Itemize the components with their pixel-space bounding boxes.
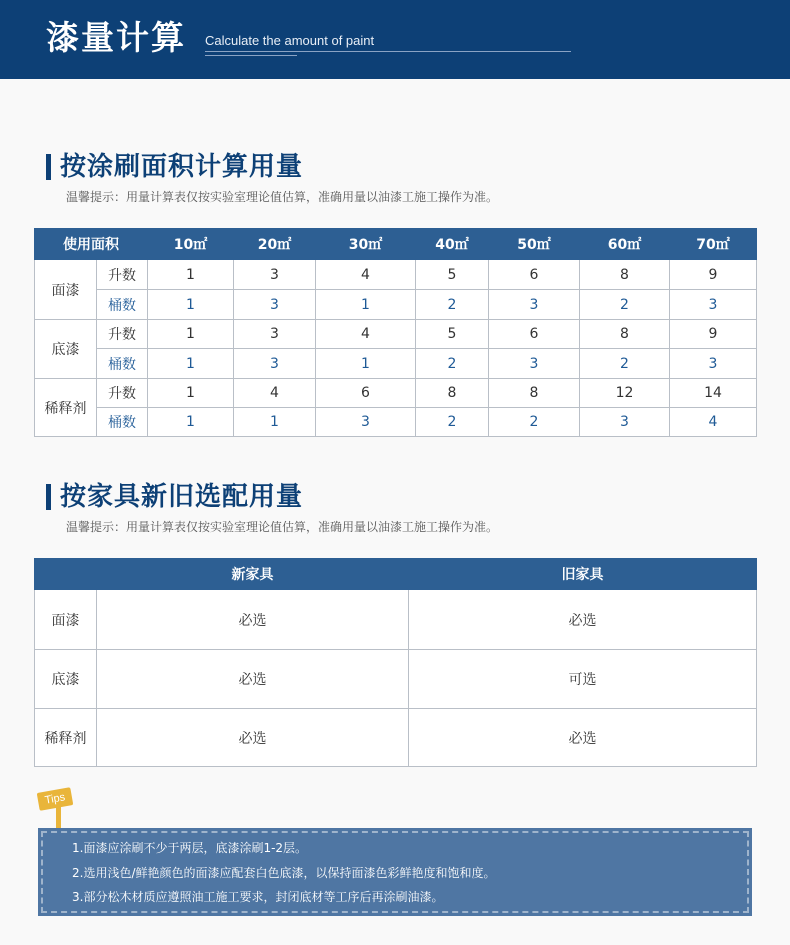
value-cell: 1 <box>148 408 234 437</box>
subtitle-underline-short <box>205 55 297 56</box>
value-cell: 1 <box>148 320 234 349</box>
section2-title: 按家具新旧选配用量 <box>60 482 304 512</box>
category-cell: 稀释剂 <box>35 379 97 437</box>
value-cell: 9 <box>670 320 757 349</box>
value-cell: 3 <box>234 349 316 379</box>
unit-cell: 桶数 <box>97 349 148 379</box>
tips-tag: Tips <box>37 787 74 811</box>
value-cell: 2 <box>416 349 489 379</box>
section1-title: 按涂刷面积计算用量 <box>60 152 304 182</box>
header-cell: 40㎡ <box>416 229 489 260</box>
value-cell: 必选 <box>409 709 757 767</box>
section1-hint: 温馨提示：用量计算表仅按实验室理论值估算，准确用量以油漆工施工操作为准。 <box>66 190 499 204</box>
unit-cell: 升数 <box>97 320 148 349</box>
table-row <box>35 709 757 767</box>
section2-hint: 温馨提示：用量计算表仅按实验室理论值估算，准确用量以油漆工施工操作为准。 <box>66 520 499 534</box>
section1-heading <box>46 151 303 183</box>
value-cell: 6 <box>489 260 580 290</box>
value-cell: 1 <box>148 290 234 320</box>
value-cell: 4 <box>670 408 757 437</box>
table-row <box>35 349 757 379</box>
header-cell: 30㎡ <box>316 229 416 260</box>
header-cell: 50㎡ <box>489 229 580 260</box>
value-cell: 3 <box>234 290 316 320</box>
page-title: 漆量计算 <box>46 18 186 57</box>
tip-item: 1.面漆应涂刷不少于两层，底漆涂刷1-2层。 <box>72 841 308 855</box>
table-row <box>35 408 757 437</box>
value-cell: 1 <box>148 260 234 290</box>
header-cell: 使用面积 <box>35 229 148 260</box>
tip-item: 2.选用浅色/鲜艳颜色的面漆应配套白色底漆，以保持面漆色彩鲜艳度和饱和度。 <box>72 866 496 880</box>
category-cell: 底漆 <box>35 650 97 709</box>
unit-cell: 桶数 <box>97 290 148 320</box>
value-cell: 必选 <box>409 590 757 650</box>
value-cell: 1 <box>148 379 234 408</box>
value-cell: 3 <box>234 260 316 290</box>
header-banner <box>0 0 790 79</box>
section1-heading-bar <box>46 154 51 180</box>
table-row <box>35 590 757 650</box>
header-cell: 60㎡ <box>580 229 670 260</box>
value-cell: 2 <box>416 290 489 320</box>
value-cell: 6 <box>489 320 580 349</box>
value-cell: 8 <box>580 320 670 349</box>
unit-cell: 升数 <box>97 260 148 290</box>
value-cell: 3 <box>489 290 580 320</box>
value-cell: 4 <box>316 320 416 349</box>
value-cell: 必选 <box>97 590 409 650</box>
header-cell: 20㎡ <box>234 229 316 260</box>
category-cell: 底漆 <box>35 320 97 379</box>
table-row <box>35 290 757 320</box>
value-cell: 3 <box>489 349 580 379</box>
value-cell: 1 <box>234 408 316 437</box>
value-cell: 8 <box>580 260 670 290</box>
value-cell: 3 <box>234 320 316 349</box>
value-cell: 5 <box>416 260 489 290</box>
value-cell: 1 <box>316 349 416 379</box>
value-cell: 2 <box>580 290 670 320</box>
value-cell: 1 <box>316 290 416 320</box>
value-cell: 12 <box>580 379 670 408</box>
section2-heading-bar <box>46 484 51 510</box>
value-cell: 3 <box>580 408 670 437</box>
value-cell: 5 <box>416 320 489 349</box>
table-row <box>35 379 757 408</box>
category-cell: 面漆 <box>35 260 97 320</box>
value-cell: 3 <box>670 290 757 320</box>
header-cell: 旧家具 <box>409 559 757 590</box>
value-cell: 2 <box>489 408 580 437</box>
furniture-usage-table <box>34 558 757 767</box>
value-cell: 可选 <box>409 650 757 709</box>
tips-tag-stick <box>56 806 61 828</box>
value-cell: 必选 <box>97 650 409 709</box>
table-row <box>35 260 757 290</box>
value-cell: 2 <box>580 349 670 379</box>
value-cell: 3 <box>316 408 416 437</box>
header-cell: 新家具 <box>97 559 409 590</box>
value-cell: 3 <box>670 349 757 379</box>
tips-box <box>38 828 752 916</box>
value-cell: 8 <box>416 379 489 408</box>
category-cell: 面漆 <box>35 590 97 650</box>
table-row <box>35 650 757 709</box>
area-usage-table <box>34 228 757 437</box>
unit-cell: 桶数 <box>97 408 148 437</box>
category-cell: 稀释剂 <box>35 709 97 767</box>
value-cell: 6 <box>316 379 416 408</box>
page-subtitle: Calculate the amount of paint <box>205 33 375 48</box>
value-cell: 14 <box>670 379 757 408</box>
value-cell: 4 <box>316 260 416 290</box>
header-cell: 10㎡ <box>148 229 234 260</box>
header-cell: 70㎡ <box>670 229 757 260</box>
tip-item: 3.部分松木材质应遵照油工施工要求，封闭底材等工序后再涂刷油漆。 <box>72 890 444 904</box>
unit-cell: 升数 <box>97 379 148 408</box>
furniture-table-header-row <box>35 559 757 590</box>
value-cell: 8 <box>489 379 580 408</box>
area-table-header-row <box>35 229 757 260</box>
value-cell: 9 <box>670 260 757 290</box>
section2-heading <box>46 481 303 513</box>
value-cell: 4 <box>234 379 316 408</box>
value-cell: 必选 <box>97 709 409 767</box>
table-row <box>35 320 757 349</box>
header-cell <box>35 559 97 590</box>
subtitle-underline <box>205 51 571 52</box>
value-cell: 1 <box>148 349 234 379</box>
value-cell: 2 <box>416 408 489 437</box>
